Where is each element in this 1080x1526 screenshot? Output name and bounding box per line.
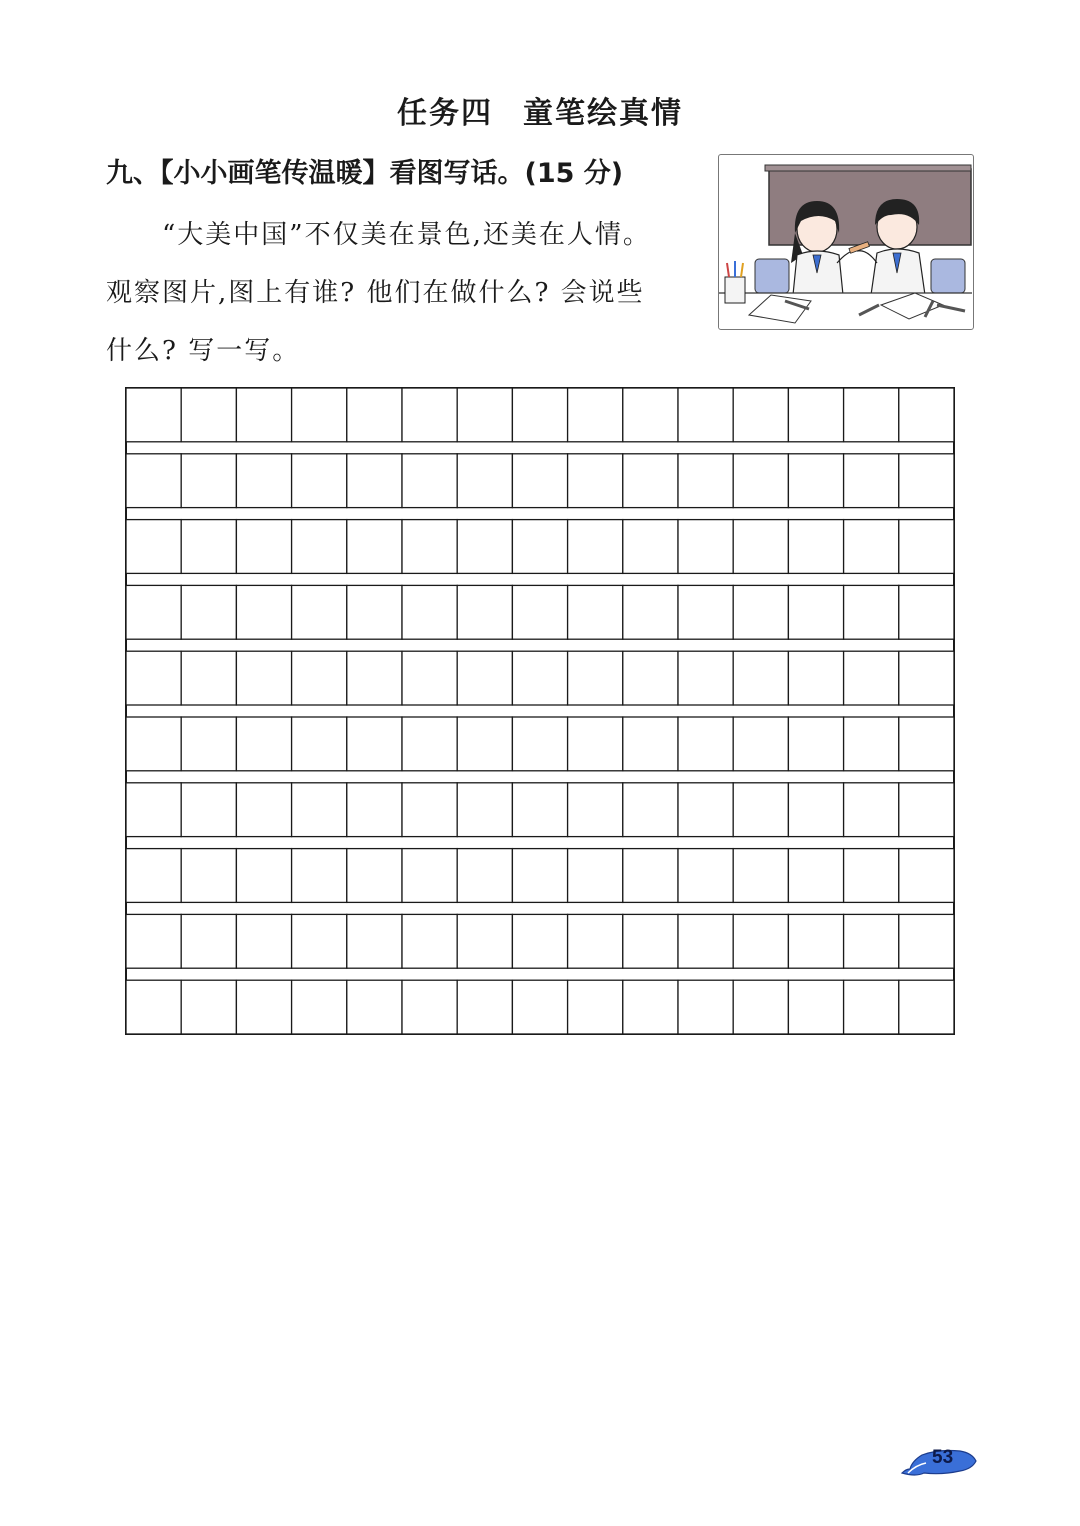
grid-cell[interactable]: [236, 520, 291, 574]
grid-cell[interactable]: [181, 454, 236, 508]
grid-cell[interactable]: [623, 454, 678, 508]
grid-cell[interactable]: [126, 717, 181, 771]
grid-cell[interactable]: [844, 651, 899, 705]
grid-cell[interactable]: [236, 914, 291, 968]
two-students-sharing-pencil-illustration: [719, 155, 972, 328]
grid-cell[interactable]: [181, 717, 236, 771]
grid-cell[interactable]: [733, 717, 788, 771]
grid-cell[interactable]: [733, 783, 788, 837]
grid-cell[interactable]: [347, 783, 402, 837]
grid-cell[interactable]: [292, 783, 347, 837]
grid-cell[interactable]: [733, 388, 788, 442]
grid-cell[interactable]: [181, 783, 236, 837]
grid-cell[interactable]: [568, 651, 623, 705]
grid-cell[interactable]: [457, 783, 512, 837]
section-number: 任务四: [397, 96, 493, 131]
grid-cell[interactable]: [844, 980, 899, 1034]
grid-cell[interactable]: [402, 783, 457, 837]
grid-row: [126, 454, 954, 508]
grid-cell[interactable]: [347, 849, 402, 903]
grid-cell[interactable]: [844, 849, 899, 903]
students-illustration: [718, 154, 974, 330]
grid-cell[interactable]: [292, 651, 347, 705]
grid-cell[interactable]: [402, 849, 457, 903]
grid-cell[interactable]: [512, 651, 567, 705]
grid-cell[interactable]: [899, 585, 954, 639]
grid-cell[interactable]: [512, 717, 567, 771]
grid-cell[interactable]: [623, 914, 678, 968]
grid-cell[interactable]: [181, 980, 236, 1034]
grid-cell[interactable]: [678, 914, 733, 968]
grid-cell[interactable]: [568, 585, 623, 639]
grid-row: [126, 980, 954, 1034]
grid-cell[interactable]: [788, 717, 843, 771]
grid-row: [126, 914, 954, 968]
prompt-line-1: “大美中国”不仅美在景色,还美在人情。: [162, 220, 651, 250]
grid-cell[interactable]: [347, 914, 402, 968]
grid-cell[interactable]: [788, 454, 843, 508]
grid-cell[interactable]: [126, 520, 181, 574]
grid-cell[interactable]: [512, 388, 567, 442]
grid-cell[interactable]: [347, 585, 402, 639]
grid-cell[interactable]: [678, 849, 733, 903]
grid-cell[interactable]: [347, 717, 402, 771]
grid-cell[interactable]: [512, 849, 567, 903]
grid-cell[interactable]: [844, 585, 899, 639]
grid-cell[interactable]: [181, 388, 236, 442]
grid-row: [126, 585, 954, 639]
grid-cell[interactable]: [678, 651, 733, 705]
grid-cell[interactable]: [457, 717, 512, 771]
grid-cell[interactable]: [623, 388, 678, 442]
grid-cell[interactable]: [733, 914, 788, 968]
grid-cell[interactable]: [899, 783, 954, 837]
grid-cell[interactable]: [844, 914, 899, 968]
grid-cell[interactable]: [236, 717, 291, 771]
grid-cell[interactable]: [899, 651, 954, 705]
grid-cell[interactable]: [181, 914, 236, 968]
grid-cell[interactable]: [181, 651, 236, 705]
grid-cell[interactable]: [457, 585, 512, 639]
grid-cell[interactable]: [402, 388, 457, 442]
grid-cell[interactable]: [126, 783, 181, 837]
writing-grid[interactable]: [125, 387, 955, 1035]
grid-cell[interactable]: [788, 651, 843, 705]
grid-cell[interactable]: [844, 454, 899, 508]
grid-cell[interactable]: [126, 388, 181, 442]
grid-cell[interactable]: [568, 717, 623, 771]
grid-cell[interactable]: [568, 980, 623, 1034]
grid-cell[interactable]: [623, 717, 678, 771]
grid-cell[interactable]: [623, 849, 678, 903]
question-label: 九、【小小画笔传温暖】看图写话。(15 分): [106, 158, 624, 189]
grid-cell[interactable]: [733, 651, 788, 705]
prompt-line-2: 观察图片,图上有谁? 他们在做什么? 会说些: [106, 278, 645, 308]
grid-cell[interactable]: [292, 849, 347, 903]
page-number: 53: [932, 1447, 954, 1468]
grid-cell[interactable]: [512, 783, 567, 837]
grid-cell[interactable]: [402, 651, 457, 705]
grid-cell[interactable]: [181, 520, 236, 574]
grid-cell[interactable]: [126, 651, 181, 705]
grid-cell[interactable]: [844, 520, 899, 574]
grid-cell[interactable]: [512, 980, 567, 1034]
grid-cell[interactable]: [788, 980, 843, 1034]
grid-cell[interactable]: [457, 980, 512, 1034]
grid-cell[interactable]: [457, 520, 512, 574]
grid-cell[interactable]: [292, 980, 347, 1034]
grid-cell[interactable]: [623, 520, 678, 574]
grid-cell[interactable]: [126, 585, 181, 639]
grid-cell[interactable]: [899, 388, 954, 442]
grid-cell[interactable]: [623, 980, 678, 1034]
grid-cell[interactable]: [788, 520, 843, 574]
grid-cell[interactable]: [788, 388, 843, 442]
grid-row: [126, 520, 954, 574]
grid-cell[interactable]: [347, 980, 402, 1034]
grid-cell[interactable]: [678, 388, 733, 442]
grid-cell[interactable]: [126, 849, 181, 903]
grid-cell[interactable]: [623, 783, 678, 837]
grid-cell[interactable]: [844, 783, 899, 837]
grid-cell[interactable]: [292, 454, 347, 508]
grid-cell[interactable]: [899, 914, 954, 968]
grid-cell[interactable]: [788, 914, 843, 968]
grid-cell[interactable]: [292, 914, 347, 968]
grid-cell[interactable]: [512, 454, 567, 508]
grid-cell[interactable]: [292, 585, 347, 639]
grid-cell[interactable]: [678, 585, 733, 639]
grid-cell[interactable]: [402, 914, 457, 968]
grid-cell[interactable]: [347, 388, 402, 442]
grid-cell[interactable]: [733, 520, 788, 574]
grid-cell[interactable]: [402, 520, 457, 574]
grid-cell[interactable]: [512, 585, 567, 639]
grid-cell[interactable]: [126, 914, 181, 968]
grid-cell[interactable]: [568, 454, 623, 508]
grid-cell[interactable]: [457, 388, 512, 442]
grid-cell[interactable]: [292, 520, 347, 574]
grid-cell[interactable]: [568, 849, 623, 903]
grid-cell[interactable]: [236, 585, 291, 639]
grid-cell[interactable]: [623, 585, 678, 639]
grid-cell[interactable]: [678, 717, 733, 771]
grid-cell[interactable]: [788, 585, 843, 639]
grid-cell[interactable]: [347, 651, 402, 705]
grid-cell[interactable]: [292, 388, 347, 442]
grid-cell[interactable]: [457, 914, 512, 968]
grid-cell[interactable]: [678, 520, 733, 574]
section-title: [0, 88, 1080, 132]
grid-row: [126, 783, 954, 837]
grid-cell[interactable]: [678, 783, 733, 837]
grid-cell[interactable]: [512, 914, 567, 968]
grid-cell[interactable]: [402, 585, 457, 639]
grid-cell[interactable]: [678, 980, 733, 1034]
grid-cell[interactable]: [899, 717, 954, 771]
grid-cell[interactable]: [568, 914, 623, 968]
grid-cell[interactable]: [402, 980, 457, 1034]
grid-cell[interactable]: [126, 980, 181, 1034]
grid-cell[interactable]: [568, 783, 623, 837]
grid-row: [126, 849, 954, 903]
prompt-line-3: 什么? 写一写。: [106, 336, 301, 366]
grid-cell[interactable]: [457, 454, 512, 508]
grid-cell[interactable]: [236, 783, 291, 837]
grid-cell[interactable]: [733, 454, 788, 508]
grid-row: [126, 388, 954, 442]
section-name: 童笔绘真情: [523, 96, 683, 131]
grid-cell[interactable]: [733, 585, 788, 639]
grid-cell[interactable]: [236, 651, 291, 705]
grid-cell[interactable]: [899, 454, 954, 508]
grid-cell[interactable]: [402, 717, 457, 771]
grid-cell[interactable]: [181, 849, 236, 903]
grid-cell[interactable]: [788, 849, 843, 903]
grid-cell[interactable]: [788, 783, 843, 837]
grid-cell[interactable]: [347, 520, 402, 574]
grid-cell[interactable]: [899, 520, 954, 574]
grid-cell[interactable]: [733, 980, 788, 1034]
grid-cell[interactable]: [899, 849, 954, 903]
grid-row: [126, 651, 954, 705]
grid-cell[interactable]: [568, 388, 623, 442]
grid-cell[interactable]: [347, 454, 402, 508]
grid-cell[interactable]: [457, 651, 512, 705]
grid-cell[interactable]: [844, 717, 899, 771]
grid-cell[interactable]: [512, 520, 567, 574]
grid-cell[interactable]: [899, 980, 954, 1034]
grid-cell[interactable]: [844, 388, 899, 442]
grid-cell[interactable]: [126, 454, 181, 508]
grid-cell[interactable]: [236, 980, 291, 1034]
question-prompt: [106, 206, 706, 380]
grid-cell[interactable]: [623, 651, 678, 705]
grid-row: [126, 717, 954, 771]
grid-cell[interactable]: [568, 520, 623, 574]
grid-cell[interactable]: [181, 585, 236, 639]
grid-cell[interactable]: [236, 454, 291, 508]
grid-cell[interactable]: [236, 849, 291, 903]
grid-cell[interactable]: [402, 454, 457, 508]
grid-cell[interactable]: [457, 849, 512, 903]
grid-cell[interactable]: [292, 717, 347, 771]
grid-cell[interactable]: [733, 849, 788, 903]
grid-cell[interactable]: [678, 454, 733, 508]
grid-cell[interactable]: [236, 388, 291, 442]
